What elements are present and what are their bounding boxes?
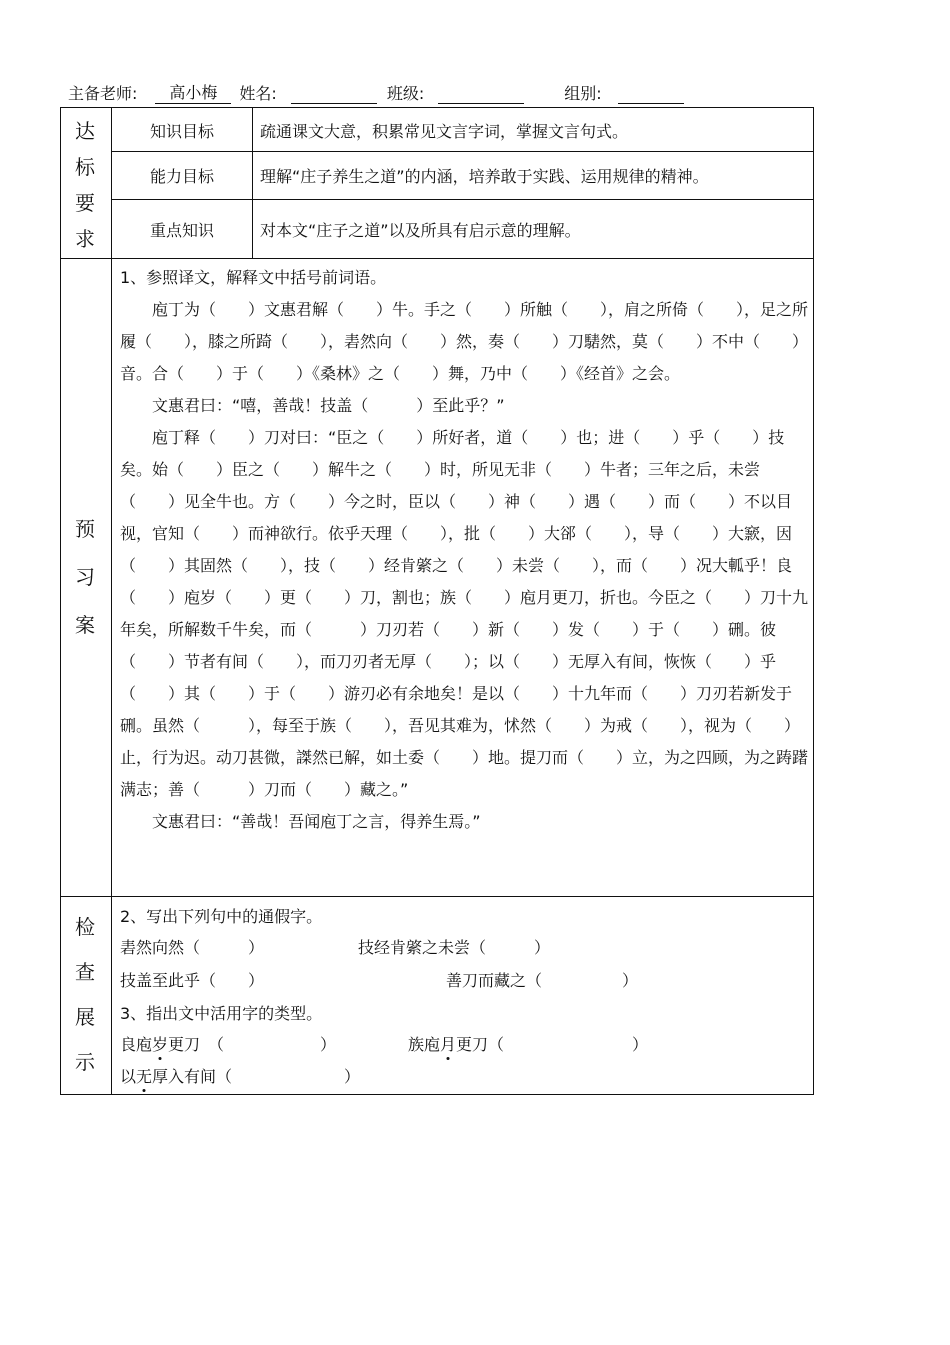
- teacher-name: 高小梅: [155, 83, 231, 104]
- preview-section-title: [60, 505, 110, 649]
- section-char: 检: [75, 915, 95, 939]
- section-char: 示: [75, 1050, 95, 1074]
- preview-content: [120, 262, 808, 838]
- section-char: 标: [75, 155, 95, 179]
- class-label: 班级:: [386, 84, 425, 103]
- emphasis-char: 岁: [152, 1035, 169, 1054]
- q2-item: 砉然向然（ ）: [120, 938, 265, 957]
- emphasis-char: 无: [136, 1067, 153, 1086]
- preview-task: 1、参照译文，解释文中括号前词语。: [120, 268, 387, 287]
- section-char: 求: [75, 227, 95, 251]
- section-divider: [111, 107, 112, 1095]
- section-char: 展: [75, 1005, 95, 1029]
- passage-paragraph: 庖丁释（ ）刀对曰：“臣之（ ）所好者，道（ ）也；进（ ）乎（ ）技矣。始（ ）臣之（ ）解牛之（ ）时，所见无非（ ）牛者；三年之后，未尝（ ）见全牛也。方（ ）今之时，臣以（ ）神（ ）遇（ ）而（ ）不以目视，官知（ ）而神欲行。依乎天理（ ），批（ ）大郤（ ），导（ ）大窾，因（ ）其固然（ ），技（ ）经肯綮之（ ）未尝（ ），而（ ）况大軱乎！良（ ）庖岁（ ）更（ ）刀，割也；族（ ）庖月更刀，折也。今臣之（ ）刀十九年矣，所解数千牛矣，而（ ）刀刃若（ ）新（ ）发（ ）于（ ）硎。彼（ ）节者有间（ ），而刀刃者无厚（ ）；以（ ）无厚入有间，恢恢（ ）乎（ ）其（ ）于（ ）游刃必有余地矣！是以（ ）十九年而（ ）刀刃若新发于硎。虽然（ ），每至于族（ ），吾见其难为，怵然（ ）为戒（ ），视为（ ）止，行为迟。动刀甚微，謋然已解，如土委（ ）地。提刀而（ ）立，为之四顾，为之踌躇满志；善（ ）刀而（ ）藏之。”: [120, 428, 809, 799]
- class-field[interactable]: [438, 83, 524, 104]
- goals-divider: [252, 107, 253, 258]
- q3-text: 厚入有间（ ）: [152, 1067, 361, 1086]
- q2-item: 技经肯綮之未尝（ ）: [358, 938, 551, 957]
- goal-label-knowledge: 知识目标: [149, 122, 214, 141]
- q3-text: 更刀（ ）: [456, 1035, 649, 1054]
- q3-text: 更刀 （ ）: [168, 1035, 337, 1054]
- q3-item: [408, 1034, 648, 1056]
- q3-title: 3、指出文中活用字的类型。: [120, 1004, 323, 1023]
- section-char: 习: [75, 565, 95, 589]
- section-line: [60, 258, 814, 259]
- goals-row-line: [111, 199, 814, 200]
- name-field[interactable]: [291, 83, 377, 104]
- check-section-title: [60, 905, 110, 1085]
- teacher-label: 主备老师:: [68, 84, 138, 103]
- q2-item: 技盖至此乎（ ）: [120, 971, 265, 990]
- goal-label-key: 重点知识: [149, 221, 214, 240]
- group-label: 组别:: [564, 84, 602, 103]
- q3-item: [120, 1034, 336, 1056]
- group-field[interactable]: [618, 83, 684, 104]
- section-line: [60, 896, 814, 897]
- section-char: 查: [75, 960, 95, 984]
- q3-item: [120, 1066, 360, 1088]
- section-char: 案: [75, 613, 95, 637]
- section-char: 要: [75, 191, 95, 215]
- worksheet-header: [68, 78, 684, 104]
- section-char: 预: [75, 517, 95, 541]
- q2-title: 2、写出下列句中的通假字。: [120, 907, 323, 926]
- q3-text: 以: [120, 1067, 137, 1086]
- passage-paragraph: 文惠君曰：“善哉！吾闻庖丁之言，得养生焉。”: [152, 812, 481, 831]
- name-label: 姓名:: [239, 84, 277, 103]
- goals-row-line: [111, 151, 814, 152]
- goal-text-knowledge: 疏通课文大意，积累常见文言字词，掌握文言句式。: [260, 122, 629, 141]
- emphasis-char: 月: [440, 1035, 457, 1054]
- q2-item: 善刀而藏之（ ）: [446, 971, 639, 990]
- q3-text: 良庖: [120, 1035, 153, 1054]
- goal-text-ability: 理解“庄子养生之道”的内涵，培养敢于实践、运用规律的精神。: [260, 167, 709, 186]
- section-char: 达: [75, 119, 95, 143]
- goal-text-key: 对本文“庄子之道”以及所具有启示意的理解。: [260, 221, 581, 240]
- passage-paragraph: 庖丁为（ ）文惠君解（ ）牛。手之（ ）所触（ ），肩之所倚（ ），足之所履（ ），膝之所踦（ ），砉然向（ ）然，奏（ ）刀騞然，莫（ ）不中（ ）音。合（ ）于（ ）《桑林》之（ ）舞，乃中（ ）《经首》之会。: [120, 300, 809, 383]
- passage-paragraph: 文惠君曰：“嘻，善哉！技盖（ ）至此乎？”: [152, 396, 505, 415]
- q3-text: 族庖: [408, 1035, 441, 1054]
- goals-section-title: [60, 113, 110, 257]
- goal-label-ability: 能力目标: [149, 167, 214, 186]
